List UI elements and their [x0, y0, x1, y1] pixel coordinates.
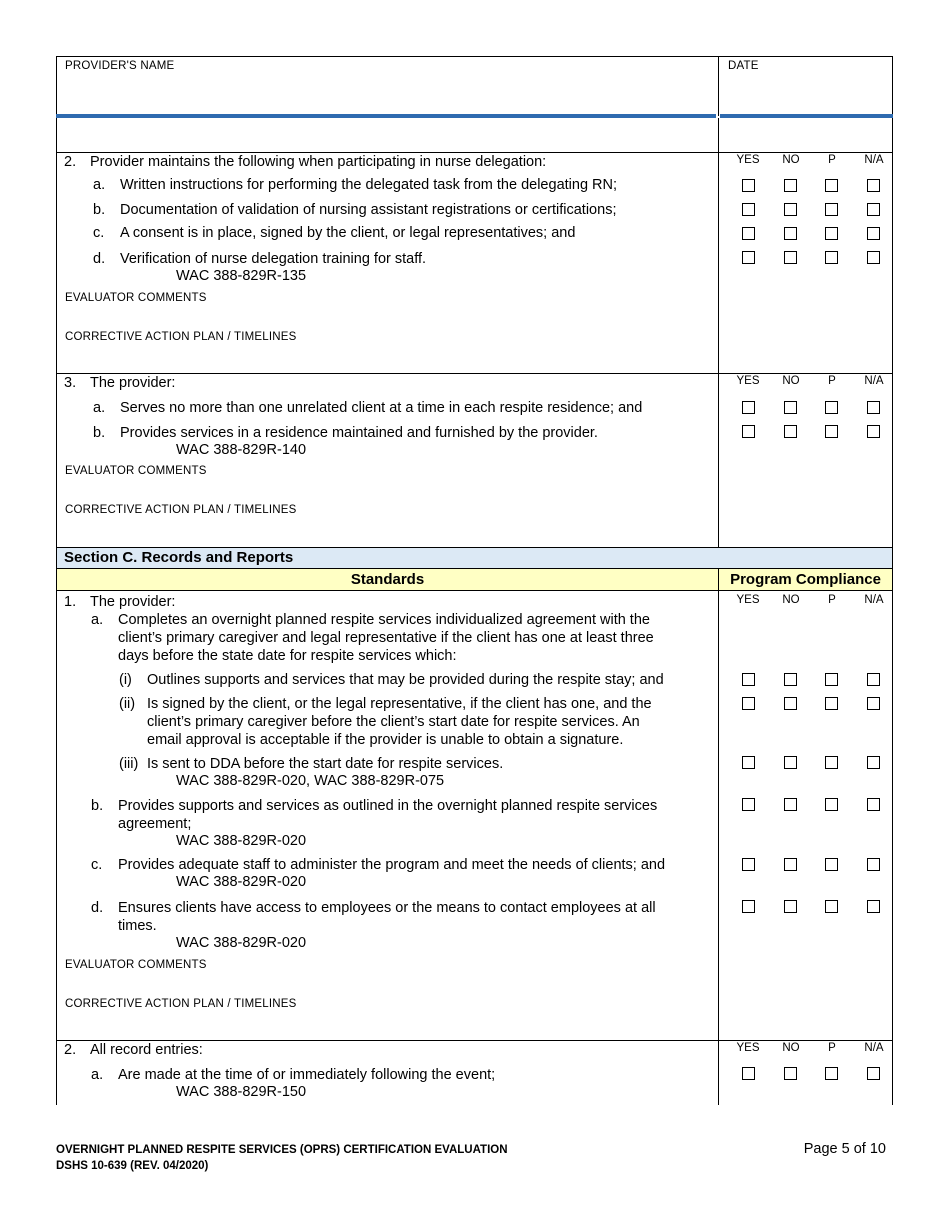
sub-text: A consent is in place, signed by the client, or legal representatives; and: [120, 225, 576, 241]
na-checkbox[interactable]: [867, 203, 880, 216]
item-text: Provider maintains the following when participating in nurse delegation:: [90, 154, 547, 170]
table-border: [892, 56, 893, 116]
sub-text: Ensures clients have access to employees or the means to contact employees at all: [118, 900, 656, 916]
no-checkbox[interactable]: [784, 697, 797, 710]
p-checkbox[interactable]: [825, 756, 838, 769]
table-border: [892, 118, 893, 1105]
na-checkbox[interactable]: [867, 798, 880, 811]
no-checkbox[interactable]: [784, 798, 797, 811]
col-no: NO: [782, 375, 800, 387]
yes-checkbox[interactable]: [742, 203, 755, 216]
item-text: The provider:: [90, 594, 176, 610]
no-checkbox[interactable]: [784, 858, 797, 871]
form-number: DSHS 10-639 (REV. 04/2020): [56, 1160, 209, 1172]
yes-checkbox[interactable]: [742, 251, 755, 264]
na-checkbox[interactable]: [867, 227, 880, 240]
sub-text: Is signed by the client, or the legal representative, if the client has one, and the: [147, 696, 652, 712]
sub-text: times.: [118, 918, 157, 934]
col-p: P: [828, 375, 836, 387]
sub-text: Is sent to DDA before the start date for respite services.: [147, 756, 504, 772]
sub-text: client’s primary caregiver and legal representative if the client has one at least three: [118, 630, 654, 646]
p-checkbox[interactable]: [825, 251, 838, 264]
sub-text: email approval is acceptable if the provider is unable to obtain a signature.: [147, 732, 624, 748]
sub-letter: a.: [93, 400, 106, 416]
wac-reference: WAC 388-829R-140: [176, 442, 307, 458]
yes-checkbox[interactable]: [742, 798, 755, 811]
section-title: Section C. Records and Reports: [64, 549, 294, 566]
no-checkbox[interactable]: [784, 179, 797, 192]
sub-letter: b.: [93, 202, 106, 218]
na-checkbox[interactable]: [867, 858, 880, 871]
no-checkbox[interactable]: [784, 203, 797, 216]
standards-label: Standards: [350, 571, 425, 588]
provider-name-label: PROVIDER'S NAME: [65, 60, 175, 72]
corrective-action-label: CORRECTIVE ACTION PLAN / TIMELINES: [65, 998, 297, 1010]
sub-text: client’s primary caregiver before the client’s start date for respite services. An: [147, 714, 640, 730]
table-border: [718, 56, 719, 116]
sub-letter: a.: [91, 612, 104, 628]
corrective-action-label: CORRECTIVE ACTION PLAN / TIMELINES: [65, 504, 297, 516]
table-border: [56, 152, 893, 153]
page-number: Page 5 of 10: [803, 1141, 886, 1157]
p-checkbox[interactable]: [825, 673, 838, 686]
sub-text: Provides supports and services as outlined in the overnight planned respite services: [118, 798, 658, 814]
sub-text: Serves no more than one unrelated client at a time in each respite residence; and: [120, 400, 643, 416]
sub-text: Outlines supports and services that may be provided during the respite stay; and: [147, 672, 664, 688]
na-checkbox[interactable]: [867, 401, 880, 414]
compliance-label: Program Compliance: [730, 571, 881, 588]
roman-num: (iii): [119, 756, 139, 772]
evaluator-comments-label: EVALUATOR COMMENTS: [65, 465, 207, 477]
wac-reference: WAC 388-829R-020, WAC 388-829R-075: [176, 773, 445, 789]
na-checkbox[interactable]: [867, 251, 880, 264]
col-p: P: [828, 154, 836, 166]
p-checkbox[interactable]: [825, 697, 838, 710]
blue-rule: [720, 114, 893, 118]
item-number: 1.: [64, 594, 77, 610]
yes-checkbox[interactable]: [742, 756, 755, 769]
col-na: N/A: [864, 594, 884, 606]
wac-reference: WAC 388-829R-020: [176, 833, 307, 849]
wac-reference: WAC 388-829R-150: [176, 1084, 307, 1100]
form-title: OVERNIGHT PLANNED RESPITE SERVICES (OPRS) CERTIFICATION EVALUATION: [56, 1144, 508, 1156]
evaluator-comments-label: EVALUATOR COMMENTS: [65, 959, 207, 971]
item-number: 2.: [64, 154, 77, 170]
sub-text: Written instructions for performing the delegated task from the delegating RN;: [120, 177, 618, 193]
yes-checkbox[interactable]: [742, 425, 755, 438]
no-checkbox[interactable]: [784, 1067, 797, 1080]
roman-num: (i): [119, 672, 132, 688]
date-field[interactable]: [720, 121, 892, 151]
wac-reference: WAC 388-829R-020: [176, 935, 307, 951]
sub-text: Documentation of validation of nursing assistant registrations or certifications;: [120, 202, 617, 218]
no-checkbox[interactable]: [784, 251, 797, 264]
col-na: N/A: [864, 375, 884, 387]
sub-text: days before the state date for respite services which:: [118, 648, 457, 664]
no-checkbox[interactable]: [784, 756, 797, 769]
item-text: The provider:: [90, 375, 176, 391]
col-na: N/A: [864, 1042, 884, 1054]
blue-rule: [56, 114, 716, 118]
yes-checkbox[interactable]: [742, 858, 755, 871]
na-checkbox[interactable]: [867, 425, 880, 438]
yes-checkbox[interactable]: [742, 179, 755, 192]
col-yes: YES: [736, 1042, 760, 1054]
item-text: All record entries:: [90, 1042, 203, 1058]
sub-letter: d.: [91, 900, 104, 916]
roman-num: (ii): [119, 696, 136, 712]
yes-checkbox[interactable]: [742, 401, 755, 414]
sub-text: Provides services in a residence maintained and furnished by the provider.: [120, 425, 598, 441]
sub-letter: b.: [91, 798, 104, 814]
evaluator-comments-label: EVALUATOR COMMENTS: [65, 292, 207, 304]
p-checkbox[interactable]: [825, 900, 838, 913]
col-yes: YES: [736, 594, 760, 606]
sub-letter: c.: [91, 857, 103, 873]
p-checkbox[interactable]: [825, 858, 838, 871]
col-p: P: [828, 594, 836, 606]
no-checkbox[interactable]: [784, 401, 797, 414]
yes-checkbox[interactable]: [742, 1067, 755, 1080]
sub-letter: a.: [91, 1067, 104, 1083]
yes-checkbox[interactable]: [742, 697, 755, 710]
col-na: N/A: [864, 154, 884, 166]
table-border: [56, 56, 57, 116]
col-p: P: [828, 1042, 836, 1054]
table-border: [56, 1040, 893, 1041]
no-checkbox[interactable]: [784, 425, 797, 438]
wac-reference: WAC 388-829R-020: [176, 874, 307, 890]
p-checkbox[interactable]: [825, 425, 838, 438]
table-border: [56, 118, 57, 1105]
yes-checkbox[interactable]: [742, 900, 755, 913]
sub-letter: c.: [93, 225, 105, 241]
col-yes: YES: [736, 154, 760, 166]
date-label: DATE: [728, 60, 759, 72]
wac-reference: WAC 388-829R-135: [176, 268, 307, 284]
sub-text: Verification of nurse delegation training for staff.: [120, 251, 427, 267]
na-checkbox[interactable]: [867, 673, 880, 686]
sub-text: Are made at the time of or immediately following the event;: [118, 1067, 496, 1083]
na-checkbox[interactable]: [867, 697, 880, 710]
table-border: [56, 56, 893, 57]
sub-text: Provides adequate staff to administer the program and meet the needs of clients; and: [118, 857, 666, 873]
col-no: NO: [782, 594, 800, 606]
na-checkbox[interactable]: [867, 179, 880, 192]
col-no: NO: [782, 1042, 800, 1054]
na-checkbox[interactable]: [867, 1067, 880, 1080]
no-checkbox[interactable]: [784, 900, 797, 913]
p-checkbox[interactable]: [825, 401, 838, 414]
corrective-action-label: CORRECTIVE ACTION PLAN / TIMELINES: [65, 331, 297, 343]
p-checkbox[interactable]: [825, 203, 838, 216]
sub-letter: a.: [93, 177, 106, 193]
p-checkbox[interactable]: [825, 1067, 838, 1080]
sub-letter: b.: [93, 425, 106, 441]
p-checkbox[interactable]: [825, 227, 838, 240]
no-checkbox[interactable]: [784, 673, 797, 686]
yes-checkbox[interactable]: [742, 227, 755, 240]
p-checkbox[interactable]: [825, 798, 838, 811]
provider-name-field[interactable]: [56, 121, 716, 151]
sub-text: agreement;: [118, 816, 192, 832]
no-checkbox[interactable]: [784, 227, 797, 240]
table-border: [718, 118, 719, 1105]
sub-letter: d.: [93, 251, 106, 267]
yes-checkbox[interactable]: [742, 673, 755, 686]
col-no: NO: [782, 154, 800, 166]
item-number: 3.: [64, 375, 77, 391]
na-checkbox[interactable]: [867, 756, 880, 769]
item-number: 2.: [64, 1042, 77, 1058]
col-yes: YES: [736, 375, 760, 387]
p-checkbox[interactable]: [825, 179, 838, 192]
na-checkbox[interactable]: [867, 900, 880, 913]
sub-text: Completes an overnight planned respite services individualized agreement with the: [118, 612, 650, 628]
table-border: [56, 373, 893, 374]
